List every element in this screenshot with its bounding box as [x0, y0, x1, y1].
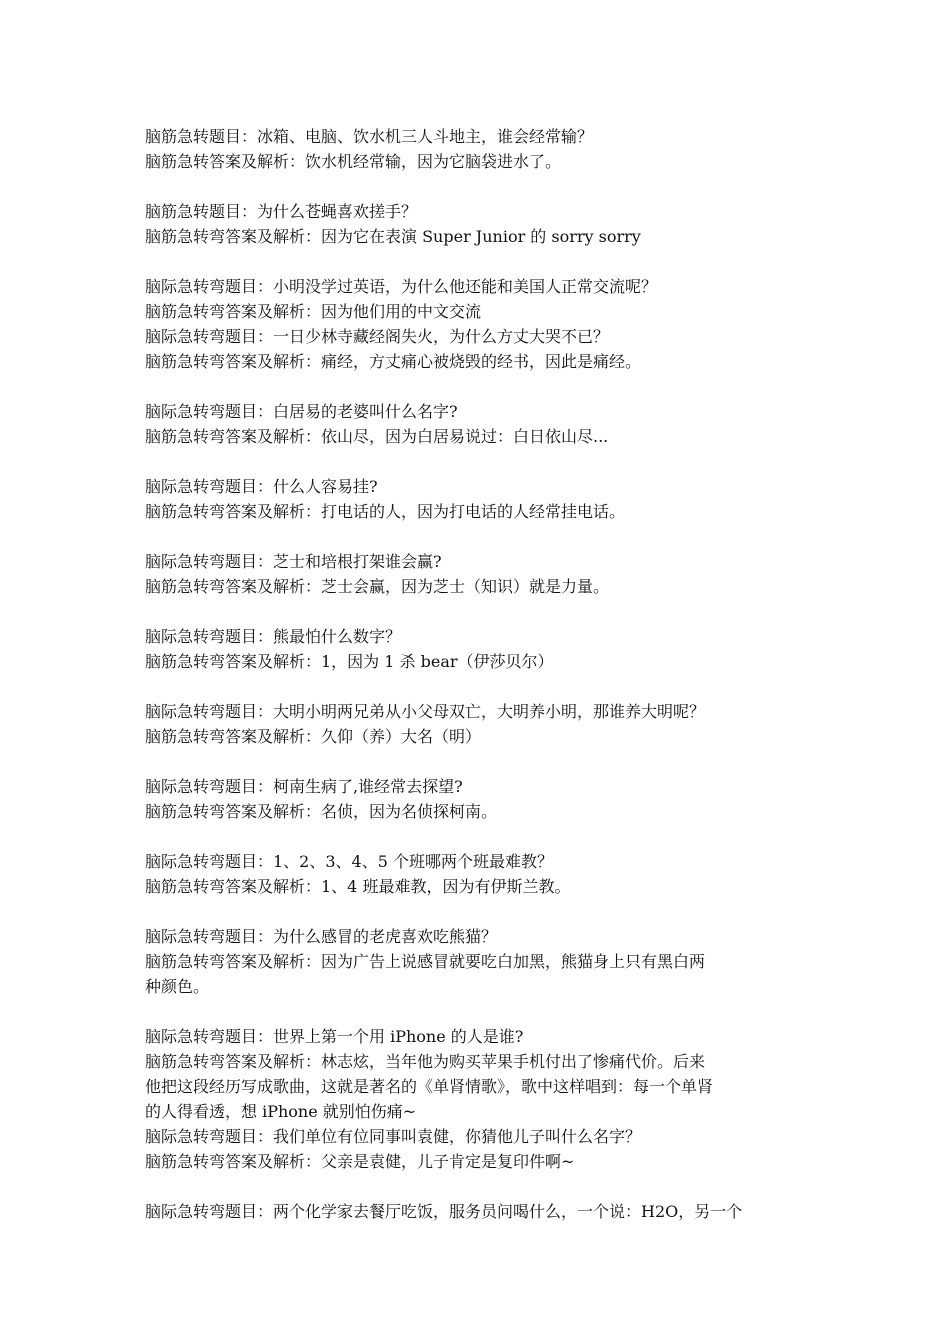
- text-line: 脑筋急转弯答案及解析：依山尽，因为白居易说过：白日依山尽...: [145, 427, 609, 446]
- text-line: 脑际急转弯题目：白居易的老婆叫什么名字?: [145, 402, 458, 421]
- blank-line: [145, 449, 810, 474]
- text-line: 的人得看透，想 iPhone 就别怕伤痛~: [145, 1102, 417, 1121]
- text-line: 脑筋急转弯答案及解析：久仰（养）大名（明）: [145, 727, 482, 746]
- text-line: 脑际急转弯题目：一日少林寺藏经阁失火，为什么方丈大哭不已？: [145, 327, 610, 346]
- text-line: 脑筋急转弯答案及解析：父亲是袁健，儿子肯定是复印件啊~: [145, 1152, 575, 1171]
- text-line: 脑筋急转弯答案及解析：名侦，因为名侦探柯南。: [145, 802, 498, 821]
- text-line: 脑筋急转弯答案及解析：因为它在表演 Super Junior 的 sorry sorry: [145, 227, 641, 246]
- text-line: 脑筋急转题目：冰箱、电脑、饮水机三人斗地主，谁会经常输？: [145, 127, 594, 146]
- text-line: 脑际急转弯题目：熊最怕什么数字？: [145, 627, 402, 646]
- blank-line: [145, 599, 810, 624]
- text-line: 脑际急转弯题目：两个化学家去餐厅吃饭，服务员问喝什么，一个说：H2O，另一个: [145, 1202, 743, 1221]
- text-line: 脑际急转弯题目：为什么感冒的老虎喜欢吃熊猫？: [145, 927, 498, 946]
- text-line: 脑筋急转弯答案及解析：打电话的人，因为打电话的人经常挂电话。: [145, 502, 626, 521]
- blank-line: [145, 249, 810, 274]
- text-line: 脑筋急转弯答案及解析：1、4 班最难教，因为有伊斯兰教。: [145, 877, 571, 896]
- text-line: 脑际急转弯题目：我们单位有位同事叫袁健，你猜他儿子叫什么名字？: [145, 1127, 642, 1146]
- blank-line: [145, 174, 810, 199]
- blank-line: [145, 899, 810, 924]
- document-body: [145, 124, 810, 1224]
- blank-line: [145, 374, 810, 399]
- text-line: 脑际急转弯题目：什么人容易挂?: [145, 477, 378, 496]
- text-line: 他把这段经历写成歌曲，这就是著名的《单肾情歌》，歌中这样唱到：每一个单肾: [145, 1077, 714, 1096]
- blank-line: [145, 674, 810, 699]
- text-line: 脑筋急转弯答案及解析：1，因为 1 杀 bear（伊莎贝尔）: [145, 652, 554, 671]
- text-line: 脑筋急转弯答案及解析：因为广告上说感冒就要吃白加黑，熊猫身上只有黑白两: [145, 952, 706, 971]
- text-line: 脑际急转弯题目：1、2、3、4、5 个班哪两个班最难教？: [145, 852, 553, 871]
- blank-line: [145, 1174, 810, 1199]
- blank-line: [145, 824, 810, 849]
- text-line: 脑际急转弯题目：小明没学过英语，为什么他还能和美国人正常交流呢？: [145, 277, 658, 296]
- text-line: 脑筋急转弯答案及解析：因为他们用的中文交流: [145, 302, 482, 321]
- text-line: 脑筋急转弯答案及解析：痛经，方丈痛心被烧毁的经书，因此是痛经。: [145, 352, 642, 371]
- text-line: 脑筋急转题目：为什么苍蝇喜欢搓手？: [145, 202, 418, 221]
- text-line: 种颜色。: [145, 977, 210, 996]
- text-line: 脑筋急转弯答案及解析：林志炫，当年他为购买苹果手机付出了惨痛代价。后来: [145, 1052, 706, 1071]
- text-line: 脑际急转弯题目：大明小明两兄弟从小父母双亡，大明养小明，那谁养大明呢？: [145, 702, 706, 721]
- text-line: 脑筋急转弯答案及解析：芝士会赢，因为芝士（知识）就是力量。: [145, 577, 610, 596]
- blank-line: [145, 999, 810, 1024]
- blank-line: [145, 524, 810, 549]
- text-line: 脑际急转弯题目：世界上第一个用 iPhone 的人是谁?: [145, 1027, 524, 1046]
- text-line: 脑筋急转答案及解析：饮水机经常输，因为它脑袋进水了。: [145, 152, 562, 171]
- blank-line: [145, 749, 810, 774]
- text-line: 脑际急转弯题目：芝士和培根打架谁会赢?: [145, 552, 442, 571]
- text-line: 脑际急转弯题目：柯南生病了,谁经常去探望?: [145, 777, 463, 796]
